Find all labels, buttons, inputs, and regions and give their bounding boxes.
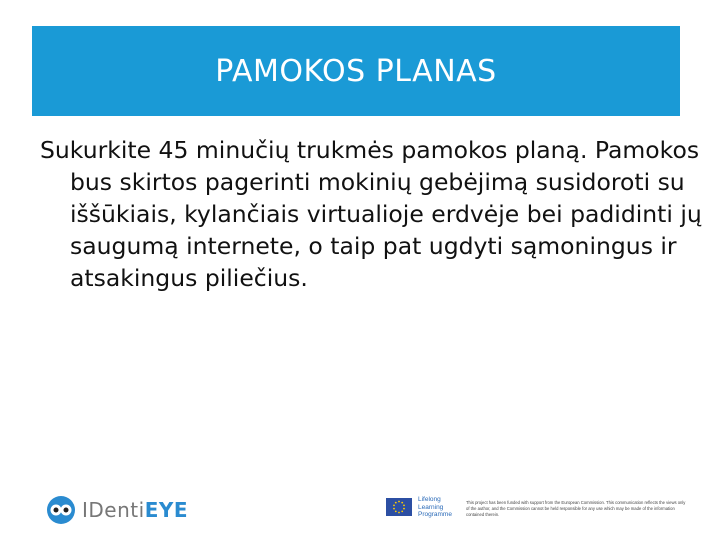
identieye-logo (46, 494, 188, 526)
brand-name: IDentiEYE (82, 498, 188, 522)
eu-logo-text: Lifelong Learning Programme (418, 496, 452, 518)
eu-programme-logo (386, 496, 452, 519)
slide-body-text: Sukurkite 45 minučių trukmės pamokos planą. Pamokos bus skirtos pagerinti mokinių gebėjimą susidoroti su iššūkiais, kylančiais virtualioje erdvėje bei padidinti jų saugumą internete, o taip pat ugdyti sąmoningus ir atsakingus piliečius. (40, 136, 702, 292)
eu-flag-icon (386, 498, 412, 516)
funding-disclaimer: This project has been funded with support from the European Commission. This communication reflects the views only of the author, and the Commission cannot be held responsible for any use which may be made of the information contained therein. (466, 500, 686, 517)
title-banner (32, 26, 680, 116)
owl-eyes-icon (46, 495, 76, 525)
slide-title: PAMOKOS PLANAS (215, 53, 497, 89)
